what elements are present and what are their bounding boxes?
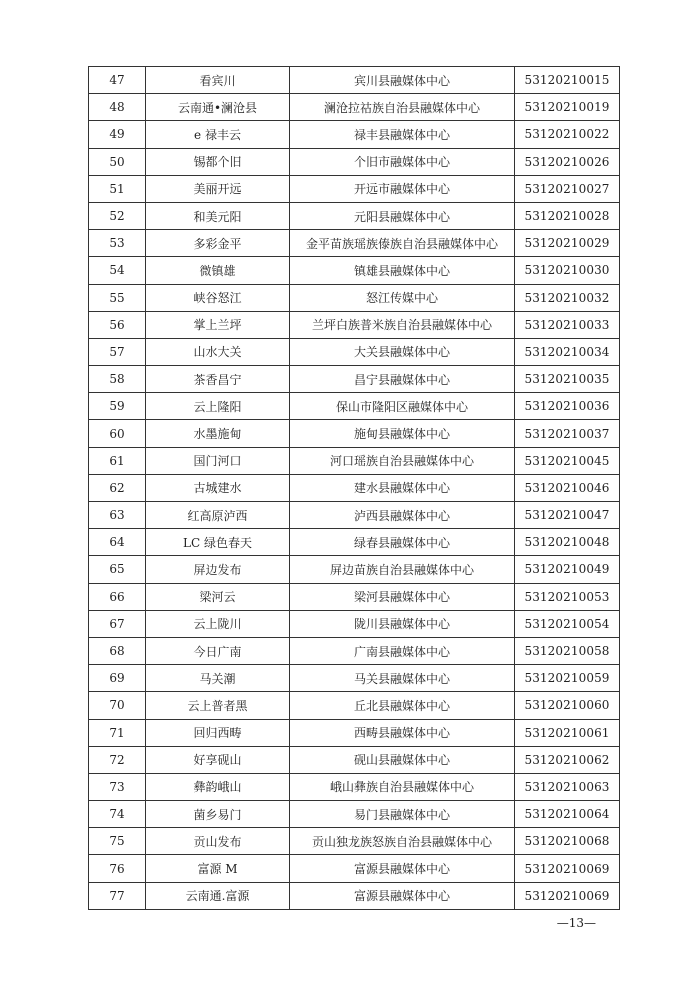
table-row	[89, 556, 620, 583]
row-number-cell: 72	[89, 746, 146, 773]
registration-code-cell: 53120210034	[515, 338, 620, 365]
table-body	[89, 67, 620, 910]
organization-cell: 峨山彝族自治县融媒体中心	[290, 773, 515, 800]
row-number-cell: 76	[89, 855, 146, 882]
row-number-cell: 58	[89, 366, 146, 393]
table-row	[89, 610, 620, 637]
app-name-cell: 云上普者黑	[146, 692, 290, 719]
table-row	[89, 175, 620, 202]
row-number-cell: 65	[89, 556, 146, 583]
registration-code-cell: 53120210035	[515, 366, 620, 393]
table-row	[89, 420, 620, 447]
row-number-cell: 49	[89, 121, 146, 148]
registration-code-cell: 53120210026	[515, 148, 620, 175]
row-number-cell: 61	[89, 447, 146, 474]
organization-cell: 马关县融媒体中心	[290, 665, 515, 692]
row-number-cell: 70	[89, 692, 146, 719]
registration-code-cell: 53120210069	[515, 855, 620, 882]
table-row	[89, 94, 620, 121]
app-name-cell: 山水大关	[146, 338, 290, 365]
registration-code-cell: 53120210058	[515, 637, 620, 664]
row-number-cell: 69	[89, 665, 146, 692]
app-name-cell: 云南通•澜沧县	[146, 94, 290, 121]
organization-cell: 富源县融媒体中心	[290, 855, 515, 882]
app-name-cell: 今日广南	[146, 637, 290, 664]
app-name-cell: 屏边发布	[146, 556, 290, 583]
row-number-cell: 71	[89, 719, 146, 746]
app-name-cell: 茶香昌宁	[146, 366, 290, 393]
organization-cell: 开远市融媒体中心	[290, 175, 515, 202]
organization-cell: 河口瑶族自治县融媒体中心	[290, 447, 515, 474]
app-name-cell: 云上陇川	[146, 610, 290, 637]
app-name-cell: 美丽开远	[146, 175, 290, 202]
organization-cell: 澜沧拉祜族自治县融媒体中心	[290, 94, 515, 121]
app-name-cell: 云南通.富源	[146, 882, 290, 909]
app-name-cell: 好享砚山	[146, 746, 290, 773]
table-row	[89, 121, 620, 148]
organization-cell: 金平苗族瑶族傣族自治县融媒体中心	[290, 230, 515, 257]
organization-cell: 保山市隆阳区融媒体中心	[290, 393, 515, 420]
organization-cell: 泸西县融媒体中心	[290, 502, 515, 529]
app-name-cell: 峡谷怒江	[146, 284, 290, 311]
row-number-cell: 67	[89, 610, 146, 637]
organization-cell: 易门县融媒体中心	[290, 801, 515, 828]
app-name-cell: 国门河口	[146, 447, 290, 474]
row-number-cell: 66	[89, 583, 146, 610]
table-row	[89, 284, 620, 311]
table-row	[89, 637, 620, 664]
registration-code-cell: 53120210047	[515, 502, 620, 529]
table-row	[89, 665, 620, 692]
organization-cell: 怒江传媒中心	[290, 284, 515, 311]
organization-cell: 兰坪白族普米族自治县融媒体中心	[290, 311, 515, 338]
row-number-cell: 55	[89, 284, 146, 311]
organization-cell: 广南县融媒体中心	[290, 637, 515, 664]
organization-cell: 个旧市融媒体中心	[290, 148, 515, 175]
app-name-cell: 红高原泸西	[146, 502, 290, 529]
registration-code-cell: 53120210064	[515, 801, 620, 828]
app-name-cell: 菌乡易门	[146, 801, 290, 828]
table-row	[89, 230, 620, 257]
table-row	[89, 366, 620, 393]
registration-code-cell: 53120210053	[515, 583, 620, 610]
organization-cell: 富源县融媒体中心	[290, 882, 515, 909]
row-number-cell: 63	[89, 502, 146, 529]
row-number-cell: 64	[89, 529, 146, 556]
row-number-cell: 52	[89, 202, 146, 229]
registration-code-cell: 53120210028	[515, 202, 620, 229]
registration-code-cell: 53120210029	[515, 230, 620, 257]
app-name-cell: 梁河云	[146, 583, 290, 610]
registration-code-cell: 53120210027	[515, 175, 620, 202]
row-number-cell: 50	[89, 148, 146, 175]
app-name-cell: 锡都个旧	[146, 148, 290, 175]
row-number-cell: 60	[89, 420, 146, 447]
row-number-cell: 62	[89, 474, 146, 501]
table-row	[89, 311, 620, 338]
table-row	[89, 529, 620, 556]
organization-cell: 大关县融媒体中心	[290, 338, 515, 365]
row-number-cell: 47	[89, 67, 146, 94]
table-row	[89, 801, 620, 828]
row-number-cell: 57	[89, 338, 146, 365]
app-name-cell: 马关潮	[146, 665, 290, 692]
row-number-cell: 74	[89, 801, 146, 828]
registration-code-cell: 53120210022	[515, 121, 620, 148]
app-name-cell: 彝韵峨山	[146, 773, 290, 800]
organization-cell: 昌宁县融媒体中心	[290, 366, 515, 393]
app-name-cell: 和美元阳	[146, 202, 290, 229]
registration-code-cell: 53120210060	[515, 692, 620, 719]
app-name-cell: 古城建水	[146, 474, 290, 501]
table-row	[89, 882, 620, 909]
registration-code-cell: 53120210069	[515, 882, 620, 909]
organization-cell: 西畴县融媒体中心	[290, 719, 515, 746]
table-row	[89, 583, 620, 610]
table-row	[89, 855, 620, 882]
app-name-cell: 掌上兰坪	[146, 311, 290, 338]
registration-code-cell: 53120210054	[515, 610, 620, 637]
organization-cell: 建水县融媒体中心	[290, 474, 515, 501]
row-number-cell: 59	[89, 393, 146, 420]
table-row	[89, 474, 620, 501]
organization-cell: 贡山独龙族怒族自治县融媒体中心	[290, 828, 515, 855]
registration-code-cell: 53120210032	[515, 284, 620, 311]
table-row	[89, 746, 620, 773]
organization-cell: 绿春县融媒体中心	[290, 529, 515, 556]
table-row	[89, 719, 620, 746]
app-name-cell: e 禄丰云	[146, 121, 290, 148]
table-row	[89, 202, 620, 229]
app-name-cell: 水墨施甸	[146, 420, 290, 447]
registration-code-cell: 53120210030	[515, 257, 620, 284]
table-row	[89, 502, 620, 529]
registration-code-cell: 53120210061	[515, 719, 620, 746]
registration-code-cell: 53120210063	[515, 773, 620, 800]
registration-code-cell: 53120210046	[515, 474, 620, 501]
registration-code-cell: 53120210059	[515, 665, 620, 692]
registration-code-cell: 53120210068	[515, 828, 620, 855]
registration-code-cell: 53120210019	[515, 94, 620, 121]
organization-cell: 陇川县融媒体中心	[290, 610, 515, 637]
table-row	[89, 828, 620, 855]
registration-code-cell: 53120210045	[515, 447, 620, 474]
organization-cell: 砚山县融媒体中心	[290, 746, 515, 773]
app-name-cell: 富源 M	[146, 855, 290, 882]
table-row	[89, 393, 620, 420]
row-number-cell: 53	[89, 230, 146, 257]
table-row	[89, 692, 620, 719]
organization-cell: 屏边苗族自治县融媒体中心	[290, 556, 515, 583]
app-name-cell: 微镇雄	[146, 257, 290, 284]
row-number-cell: 68	[89, 637, 146, 664]
registration-code-cell: 53120210049	[515, 556, 620, 583]
row-number-cell: 51	[89, 175, 146, 202]
row-number-cell: 48	[89, 94, 146, 121]
table-row	[89, 447, 620, 474]
page-number: —13—	[556, 916, 596, 930]
organization-cell: 禄丰县融媒体中心	[290, 121, 515, 148]
registration-code-cell: 53120210033	[515, 311, 620, 338]
registration-code-cell: 53120210048	[515, 529, 620, 556]
registration-code-cell: 53120210015	[515, 67, 620, 94]
table-row	[89, 67, 620, 94]
registration-code-cell: 53120210036	[515, 393, 620, 420]
organization-cell: 梁河县融媒体中心	[290, 583, 515, 610]
table-row	[89, 257, 620, 284]
organization-cell: 宾川县融媒体中心	[290, 67, 515, 94]
table-row	[89, 338, 620, 365]
app-name-cell: LC 绿色春天	[146, 529, 290, 556]
app-name-cell: 云上隆阳	[146, 393, 290, 420]
organization-cell: 镇雄县融媒体中心	[290, 257, 515, 284]
table-row	[89, 148, 620, 175]
organization-cell: 施甸县融媒体中心	[290, 420, 515, 447]
row-number-cell: 54	[89, 257, 146, 284]
row-number-cell: 73	[89, 773, 146, 800]
media-center-table	[88, 66, 620, 910]
organization-cell: 元阳县融媒体中心	[290, 202, 515, 229]
organization-cell: 丘北县融媒体中心	[290, 692, 515, 719]
table-row	[89, 773, 620, 800]
app-name-cell: 回归西畴	[146, 719, 290, 746]
app-name-cell: 看宾川	[146, 67, 290, 94]
app-name-cell: 贡山发布	[146, 828, 290, 855]
registration-code-cell: 53120210037	[515, 420, 620, 447]
row-number-cell: 56	[89, 311, 146, 338]
row-number-cell: 77	[89, 882, 146, 909]
app-name-cell: 多彩金平	[146, 230, 290, 257]
registration-code-cell: 53120210062	[515, 746, 620, 773]
row-number-cell: 75	[89, 828, 146, 855]
